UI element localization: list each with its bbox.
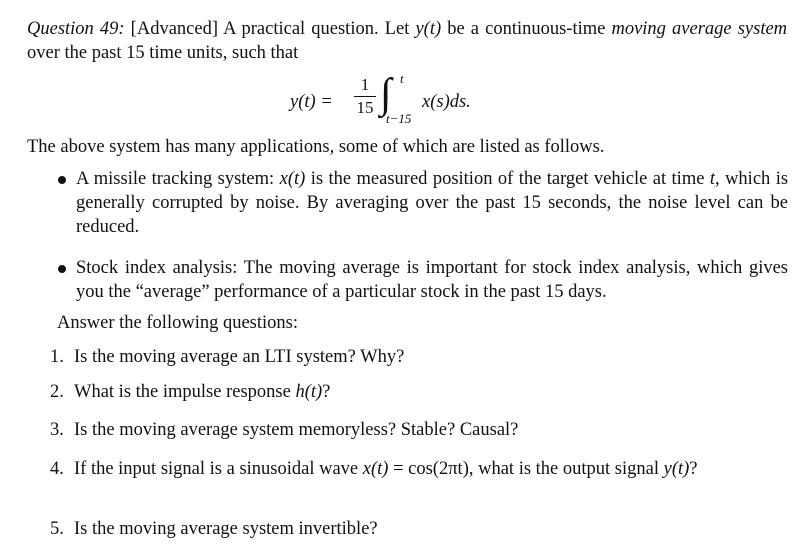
question-item-4 bbox=[50, 457, 790, 481]
item-number: 4. bbox=[50, 459, 64, 479]
integrand: x(s)ds. bbox=[422, 92, 471, 112]
bullet-rest: which is generally corrupted by noise. By averaging over the past 15 seconds, the noise level can be reduced. bbox=[76, 169, 789, 237]
item-text: Is the moving average an LTI system? Why? bbox=[74, 347, 405, 367]
bullet-lead: A missile tracking system: bbox=[76, 169, 275, 189]
var-y: y(t) bbox=[663, 459, 690, 479]
question-item-3 bbox=[50, 418, 790, 442]
moving-average-equation bbox=[262, 68, 562, 128]
fraction-bar bbox=[354, 96, 376, 97]
bullet-missile-tracking bbox=[58, 167, 788, 239]
question-item-1 bbox=[50, 345, 790, 369]
bullet-stock-index bbox=[58, 256, 788, 304]
item-text-b: ? bbox=[322, 382, 331, 402]
item-number: 1. bbox=[50, 347, 64, 367]
item-text: Is the moving average system invertible? bbox=[74, 519, 378, 539]
bullet-mid: is the measured position of the target vehicle at time bbox=[310, 169, 705, 189]
term-moving-average-system: moving average system bbox=[611, 19, 788, 39]
question-item-5 bbox=[50, 517, 790, 541]
question-be-a: be a continuous-time bbox=[447, 19, 606, 39]
var-h: h(t) bbox=[295, 382, 323, 402]
question-rest: over the past 15 time units, such that bbox=[27, 43, 299, 63]
integral-sign: ∫ bbox=[380, 71, 392, 117]
var-t: t, bbox=[709, 169, 720, 189]
var-x: x(t) bbox=[279, 169, 306, 189]
item-text: Is the moving average system memoryless? Stable? Causal? bbox=[74, 420, 519, 440]
item-text bbox=[74, 380, 790, 404]
item-number: 3. bbox=[50, 420, 64, 440]
var-x: x(t) bbox=[362, 459, 389, 479]
question-lead: [Advanced] A practical question. Let bbox=[130, 19, 410, 39]
fraction-denominator: 15 bbox=[356, 98, 374, 117]
var-y: y(t) bbox=[415, 19, 442, 39]
integral-lower-limit: t−15 bbox=[386, 111, 412, 126]
question-label: Question 49: bbox=[27, 19, 125, 39]
item-text-a: What is the impulse response bbox=[74, 382, 291, 402]
item-number: 5. bbox=[50, 519, 64, 539]
bullet-text bbox=[76, 167, 788, 239]
item-number: 2. bbox=[50, 382, 64, 402]
equation-lhs: y(t) = bbox=[290, 92, 333, 112]
item-text-b: what is the output signal bbox=[478, 459, 659, 479]
bullet-text: Stock index analysis: The moving average is important for stock index analysis, which gives you the “average” performance of a particular stock in the past 15 days. bbox=[76, 258, 788, 302]
item-text bbox=[74, 457, 790, 481]
item-text-a: If the input signal is a sinusoidal wave bbox=[74, 459, 359, 479]
fraction-numerator: 1 bbox=[360, 75, 370, 94]
answer-lead: Answer the following questions: bbox=[57, 313, 298, 333]
intro-paragraph: The above system has many applications, some of which are listed as follows. bbox=[27, 137, 605, 157]
question-item-2 bbox=[50, 380, 790, 404]
item-equation: = cos(2πt), bbox=[393, 459, 474, 479]
question-header bbox=[27, 17, 787, 65]
bullet-dot bbox=[58, 176, 66, 184]
equation-fraction bbox=[354, 76, 376, 117]
bullet-dot bbox=[58, 265, 66, 273]
item-text-c: ? bbox=[689, 459, 698, 479]
integral-upper-limit: t bbox=[400, 71, 404, 86]
